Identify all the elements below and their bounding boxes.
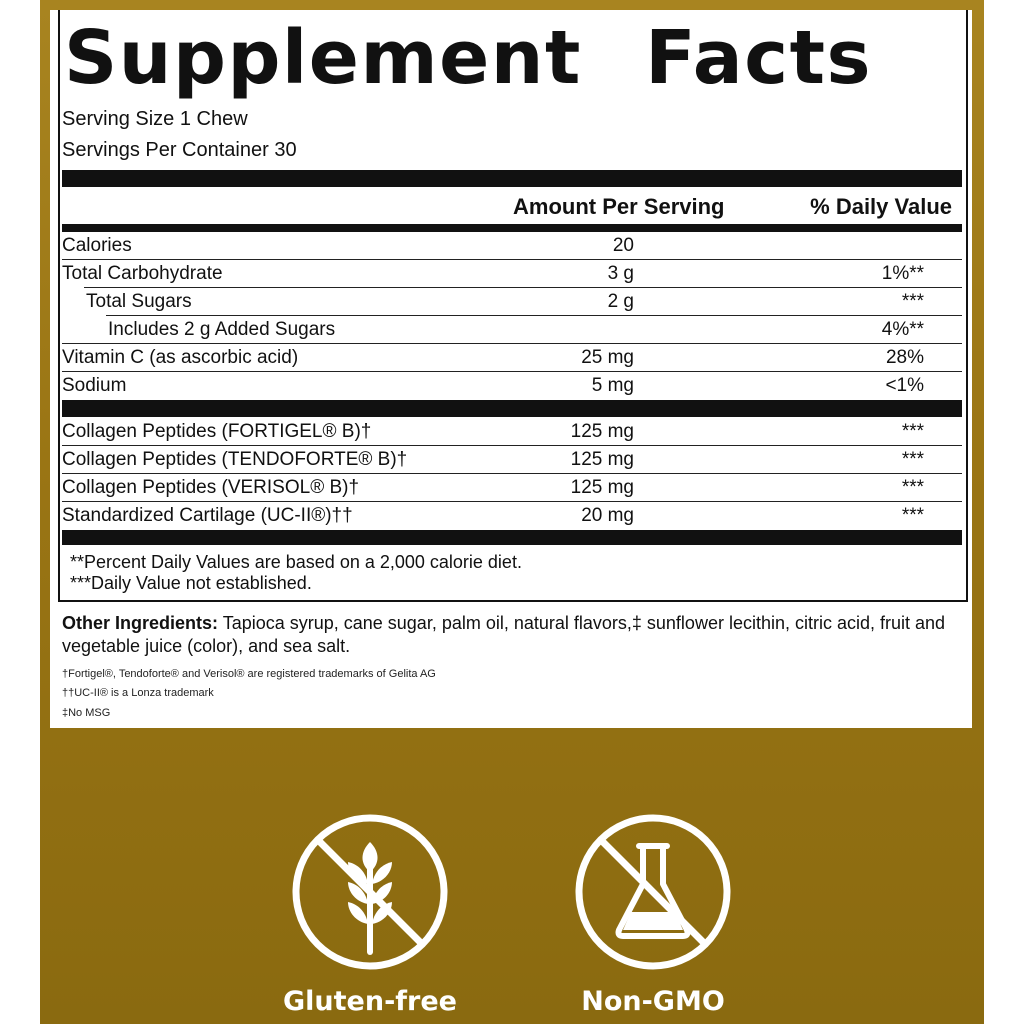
badge-label: Non-GMO [581, 986, 725, 1017]
nutrient-name: Sodium [62, 375, 127, 396]
ingredient-dv: *** [901, 477, 924, 498]
nutrient-name: Calories [62, 235, 132, 256]
no-flask-icon [573, 812, 733, 972]
trademark-note: ‡No MSG [62, 707, 111, 719]
ingredient-name: Collagen Peptides (FORTIGEL® B)† [62, 421, 372, 442]
nutrient-dv: <1% [885, 375, 924, 396]
footnote-dv: **Percent Daily Values are based on a 2,000 calorie diet. [70, 552, 522, 572]
ingredient-row [62, 475, 962, 502]
row-divider [62, 445, 962, 446]
gluten-free-badge [270, 812, 470, 1017]
ingredient-name: Standardized Cartilage (UC-II®)†† [62, 505, 353, 526]
dv-header: % Daily Value [810, 194, 952, 219]
row-divider [84, 287, 962, 288]
ingredient-row [62, 447, 962, 474]
ingredient-name: Collagen Peptides (TENDOFORTE® B)† [62, 449, 408, 470]
servings-per-container: Servings Per Container 30 [62, 139, 297, 161]
nutrient-dv: 4%** [881, 319, 924, 340]
nutrient-amount: 20 [612, 235, 634, 256]
ingredient-amount: 125 mg [570, 421, 634, 442]
amount-header: Amount Per Serving [513, 194, 725, 219]
nutrient-row [62, 261, 962, 288]
ingredient-dv: *** [901, 421, 924, 442]
thick-divider [62, 170, 962, 187]
row-divider [62, 343, 962, 344]
nutrient-dv: 1%** [881, 263, 924, 284]
row-divider [62, 259, 962, 260]
nutrient-name: Vitamin C (as ascorbic acid) [62, 347, 299, 368]
nutrient-row [62, 233, 962, 260]
trademark-note: ††UC-II® is a Lonza trademark [62, 687, 214, 699]
ingredient-dv: *** [901, 505, 924, 526]
page-title: Supplement Facts [64, 15, 873, 101]
trademark-note: †Fortigel®, Tendoforte® and Verisol® are registered trademarks of Gelita AG [62, 668, 436, 680]
row-divider [106, 315, 962, 316]
ingredient-dv: *** [901, 449, 924, 470]
footnote-not-established: ***Daily Value not established. [70, 573, 312, 593]
nutrient-name: Total Carbohydrate [62, 263, 223, 284]
badge-label: Gluten-free [283, 986, 457, 1017]
nutrient-amount: 5 mg [591, 375, 634, 396]
non-gmo-badge [553, 812, 753, 1017]
nutrient-name: Includes 2 g Added Sugars [108, 319, 336, 340]
row-divider [62, 473, 962, 474]
thick-divider [62, 530, 962, 545]
no-wheat-icon [290, 812, 450, 972]
ingredient-amount: 20 mg [581, 505, 634, 526]
header-divider [62, 224, 962, 232]
nutrient-row [62, 373, 962, 400]
nutrient-row [62, 289, 962, 316]
nutrient-row [62, 317, 962, 344]
other-ingredients [62, 612, 962, 658]
nutrient-row [62, 345, 962, 372]
ingredient-row [62, 419, 962, 446]
nutrient-amount: 3 g [607, 263, 634, 284]
ingredient-name: Collagen Peptides (VERISOL® B)† [62, 477, 360, 498]
nutrient-dv: *** [901, 291, 924, 312]
other-ingredients-text: Tapioca syrup, cane sugar, palm oil, natural flavors,‡ sunflower lecithin, citric acid, fruit and vegetable juice (color), and sea salt. [62, 613, 946, 656]
nutrient-dv: 28% [885, 347, 924, 368]
other-ingredients-label: Other Ingredients: [62, 613, 219, 633]
ingredient-row [62, 503, 962, 530]
nutrient-amount: 2 g [607, 291, 634, 312]
ingredient-amount: 125 mg [570, 449, 634, 470]
row-divider [62, 501, 962, 502]
serving-size: Serving Size 1 Chew [62, 108, 248, 130]
thick-divider [62, 400, 962, 417]
nutrient-name: Total Sugars [86, 291, 192, 312]
nutrient-amount: 25 mg [581, 347, 634, 368]
ingredient-amount: 125 mg [570, 477, 634, 498]
row-divider [62, 371, 962, 372]
